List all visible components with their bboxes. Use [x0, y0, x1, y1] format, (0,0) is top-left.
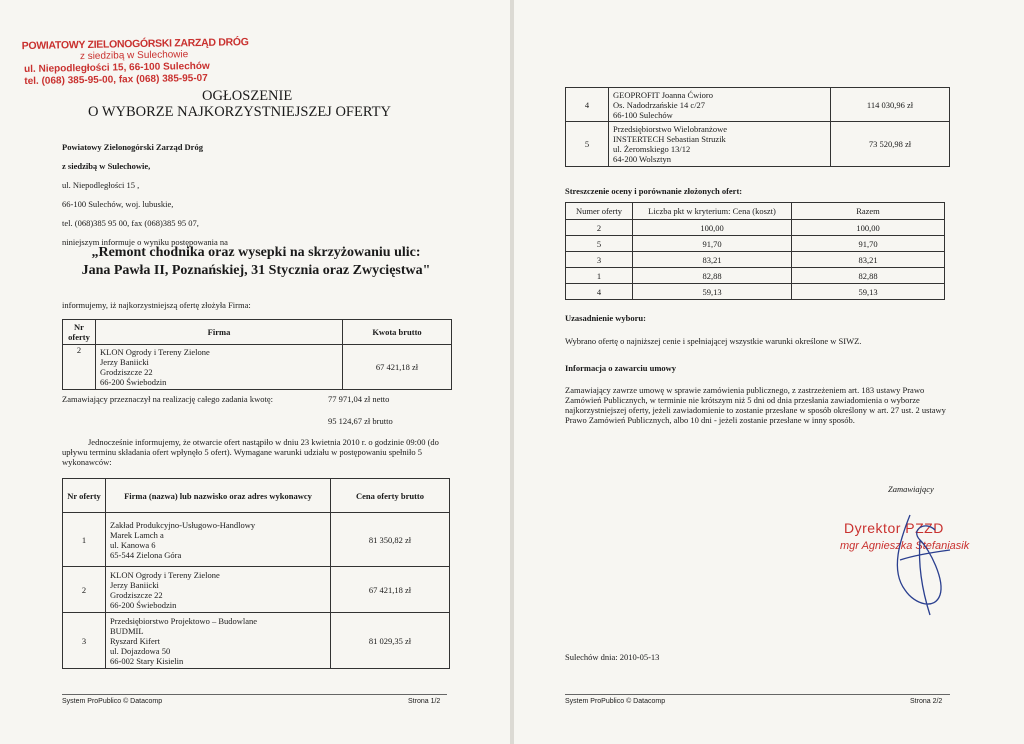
table-row: [63, 613, 450, 669]
stamp-name: mgr Agnieszka Stefaniasik: [840, 540, 970, 552]
offer-cena: 81 029,35 zł: [331, 613, 450, 669]
firma-line: Przedsiębiorstwo Wielobranżowe: [613, 124, 727, 134]
table-row: [566, 252, 945, 268]
col-firma: Firma (nazwa) lub nazwisko oraz adres wykonawcy: [106, 479, 331, 513]
score-razem: 59,13: [792, 284, 945, 300]
score-razem: 91,70: [792, 236, 945, 252]
contract-heading: Informacja o zawarciu umowy: [565, 363, 677, 373]
score-nr: 1: [566, 268, 633, 284]
stamp-line-2: z siedzibą w Sulechowie: [79, 49, 189, 63]
score-razem: 83,21: [792, 252, 945, 268]
firma-line: 66-002 Stary Kisielin: [110, 655, 184, 666]
offers-table: [62, 478, 450, 669]
sender-block: [62, 138, 442, 252]
firma-line: Marek Lamch a: [110, 529, 164, 540]
firma-line: BUDMIL: [110, 625, 144, 636]
document-subtitle: O WYBORZE NAJKORZYSTNIEJSZEJ OFERTY: [88, 104, 391, 120]
sender-name: Powiatowy Zielonogórski Zarząd Dróg: [62, 142, 203, 152]
firma-line: 66-200 Świebodzin: [110, 599, 177, 610]
signature-label: Zamawiający: [888, 484, 934, 494]
winning-offer-table: [62, 319, 452, 390]
offer-nr: 5: [566, 122, 609, 167]
table-row: [63, 567, 450, 613]
stamp-line-4: tel. (068) 385-95-00, fax (068) 385-95-07: [24, 72, 208, 88]
sender-phone: tel. (068)385 95 00, fax (068)385 95 07,: [62, 218, 199, 228]
firma-line: INSTERTECH Sebastian Struzik: [613, 134, 726, 144]
justification-text: Wybrano ofertę o najniższej cenie i spełniającej wszystkie warunki określone w SIWZ.: [565, 336, 862, 346]
summary-heading: Streszczenie oceny i porównanie złożonych ofert:: [565, 186, 743, 196]
score-pkt: 91,70: [633, 236, 792, 252]
table-row: [566, 122, 950, 167]
col-razem: Razem: [792, 203, 945, 220]
firma-line: 66-100 Sulechów: [613, 109, 673, 120]
footer-system: System ProPublico © Datacomp: [62, 698, 163, 705]
firma-line: 64-200 Wolsztyn: [613, 154, 671, 164]
firma-line: 65-544 Zielona Góra: [110, 549, 182, 560]
office-stamp: [22, 36, 263, 88]
score-nr: 3: [566, 252, 633, 268]
col-cena: Cena oferty brutto: [331, 479, 450, 513]
handwritten-signature: [880, 510, 960, 620]
issue-date: Sulechów dnia: 2010-05-13: [565, 652, 660, 662]
offer-nr: 4: [566, 88, 609, 122]
tender-subject: [66, 244, 446, 280]
score-pkt: 59,13: [633, 284, 792, 300]
col-nr: Nr oferty: [63, 479, 106, 513]
score-razem: 82,88: [792, 268, 945, 284]
sender-street: ul. Niepodległości 15 ,: [62, 180, 140, 190]
subject-line-2: Jana Pawła II, Poznańskiej, 31 Stycznia oraz Zwycięstwa": [81, 263, 431, 278]
offer-cena: 114 030,96 zł: [831, 88, 950, 122]
col-kwota: Kwota brutto: [343, 320, 452, 345]
offer-nr: 2: [63, 345, 96, 390]
firma-line: Zakład Produkcyjno-Usługowo-Handlowy: [110, 519, 256, 530]
footer-page: Strona 2/2: [910, 698, 943, 705]
offers-table-continued: [565, 87, 950, 167]
stamp-line-3: ul. Niepodległości 15, 66-100 Sulechów: [24, 60, 210, 76]
document-title: OGŁOSZENIE: [202, 88, 293, 104]
offer-nr: 3: [63, 613, 106, 669]
footer-divider: [62, 694, 447, 695]
opening-paragraph: Jednocześnie informujemy, że otwarcie ofert nastąpiło w dniu 23 kwietnia 2010 r. o godzinie 09:00 (do upływu terminu składania ofert wpłynęło 5 ofert). Wymagane warunki udziału w postępowaniu spełniło 5 wykonawców:: [62, 437, 439, 467]
stamp-line-1: POWIATOWY ZIELONOGÓRSKI ZARZĄD DRÓG: [21, 36, 249, 53]
firma-line: ul. Żeromskiego 13/12: [613, 144, 691, 154]
firma-line: Ryszard Kifert: [110, 635, 160, 646]
firma-line: Jerzy Baniicki: [110, 579, 159, 590]
offer-firma: [106, 513, 331, 567]
table-row: [566, 88, 950, 122]
firma-line: Jerzy Baniicki: [100, 357, 149, 367]
offer-firma: [96, 345, 343, 390]
offer-cena: 81 350,82 zł: [331, 513, 450, 567]
table-row: [63, 345, 452, 390]
subject-line-1: „Remont chodnika oraz wysepki na skrzyżowaniu ulic:: [91, 245, 421, 260]
firma-line: KLON Ogrody i Tereny Zielone: [100, 347, 210, 357]
table-row: [566, 236, 945, 252]
firma-line: Grodziszcze 22: [100, 367, 153, 377]
contract-text: Zamawiający zawrze umowę w sprawie zamówienia publicznego, z zastrzeżeniem art. 183 ustawy Prawo Zamówień Publicznych, w terminie nie krótszym niż 5 dni od dnia przesłania zawiadomienia o wyborze najkorzystniejszej oferty, jeżeli zawiadomienie to zostanie przesłane w sposób określony w art. 27 ust. 2 ustawy Prawo Zamówień Publicznych, albo 10 dni - jeżeli zostanie przesłane w inny sposób.: [565, 385, 946, 425]
intro-text: informujemy, iż najkorzystniejszą ofertę złożyła Firma:: [62, 300, 251, 310]
score-pkt: 100,00: [633, 220, 792, 236]
score-pkt: 83,21: [633, 252, 792, 268]
offer-cena: 67 421,18 zł: [331, 567, 450, 613]
col-firma: Firma: [96, 320, 343, 345]
offer-nr: 1: [63, 513, 106, 567]
firma-line: Os. Nadodrzańskie 14 c/27: [613, 99, 706, 110]
footer-divider: [565, 694, 950, 695]
offer-firma: [106, 613, 331, 669]
firma-line: KLON Ogrody i Tereny Zielone: [110, 569, 220, 580]
firma-line: Grodziszcze 22: [110, 589, 163, 600]
footer-page: Strona 1/2: [408, 698, 441, 705]
sender-info: niniejszym informuje o wyniku postępowania na: [62, 237, 228, 247]
score-pkt: 82,88: [633, 268, 792, 284]
footer-system: System ProPublico © Datacomp: [565, 698, 666, 705]
firma-line: ul. Dojazdowa 50: [110, 645, 171, 656]
table-row: [566, 220, 945, 236]
firma-line: 66-200 Świebodzin: [100, 377, 167, 387]
firma-line: GEOPROFIT Joanna Ćwioro: [613, 89, 713, 100]
score-nr: 5: [566, 236, 633, 252]
offer-firma: [609, 122, 831, 167]
col-nr: Nr oferty: [63, 320, 96, 345]
col-punkty: Liczba pkt w kryterium: Cena (koszt): [633, 203, 792, 220]
sender-city: 66-100 Sulechów, woj. lubuskie,: [62, 199, 174, 209]
offer-firma: [106, 567, 331, 613]
award-netto: 77 971,04 zł netto: [328, 394, 390, 404]
scoring-table: [565, 202, 945, 300]
offer-cena: 73 520,98 zł: [831, 122, 950, 167]
sender-seat: z siedzibą w Sulechowie,: [62, 161, 151, 171]
justification-heading: Uzasadnienie wyboru:: [565, 313, 646, 323]
offer-firma: [609, 88, 831, 122]
table-row: [566, 268, 945, 284]
score-nr: 4: [566, 284, 633, 300]
col-numer: Numer oferty: [566, 203, 633, 220]
table-row: [566, 284, 945, 300]
award-block: [62, 394, 462, 426]
award-brutto: 95 124,67 zł brutto: [328, 416, 393, 426]
offer-kwota: 67 421,18 zł: [343, 345, 452, 390]
table-row: [63, 513, 450, 567]
stamp-title: Dyrektor PZZD: [844, 520, 944, 536]
award-label: Zamawiający przeznaczył na realizację całego zadania kwotę:: [62, 394, 273, 404]
score-nr: 2: [566, 220, 633, 236]
offer-nr: 2: [63, 567, 106, 613]
firma-line: ul. Kanowa 6: [110, 539, 156, 550]
firma-line: Przedsiębiorstwo Projektowo – Budowlane: [110, 615, 258, 626]
score-razem: 100,00: [792, 220, 945, 236]
